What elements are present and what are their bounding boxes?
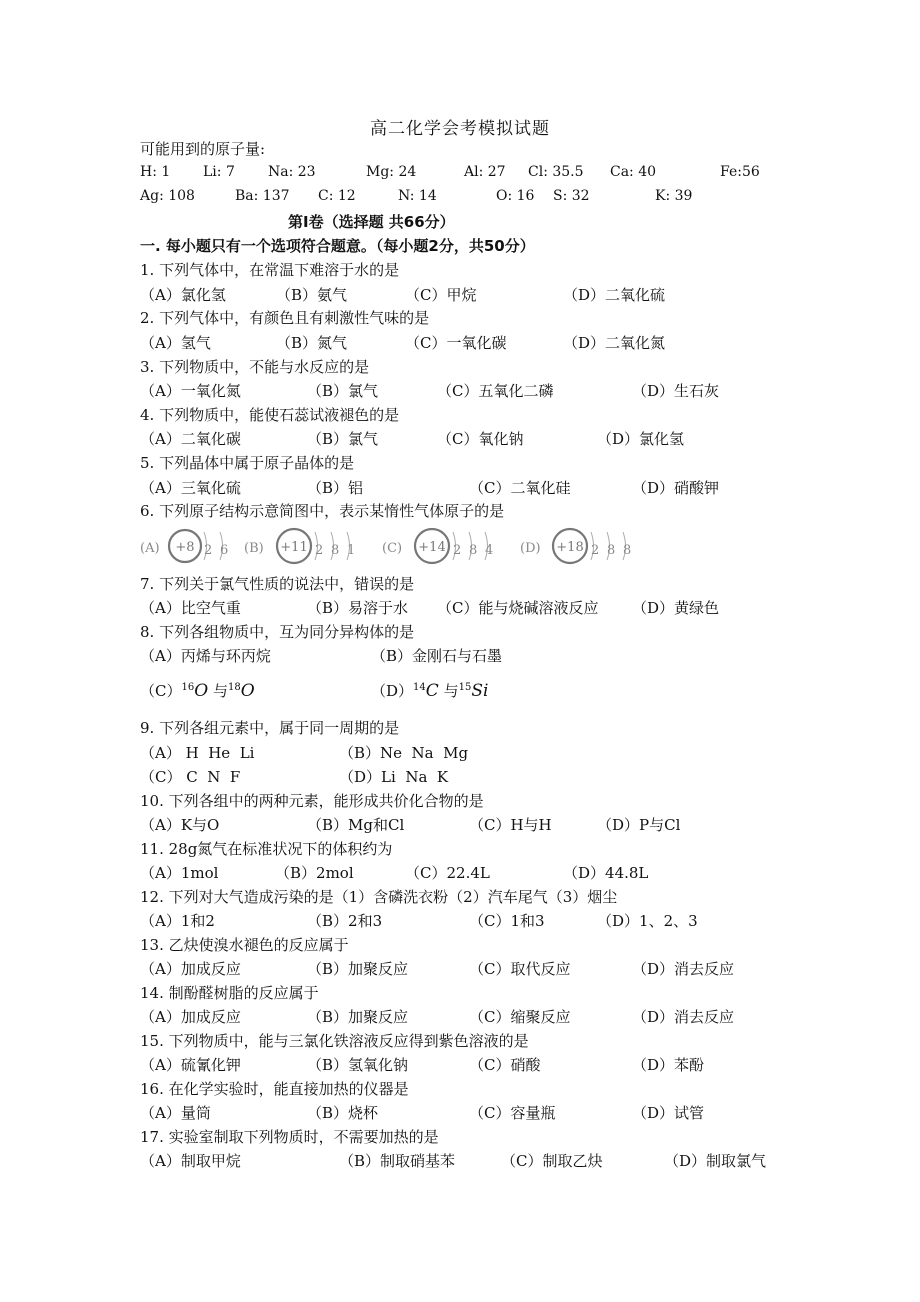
nucleus-charge: +18 bbox=[556, 540, 584, 555]
element-symbol: C bbox=[425, 681, 439, 701]
option-d: （D）生石灰 bbox=[632, 382, 720, 400]
option-b: （B）2mol bbox=[275, 864, 354, 882]
atom-diagram-c bbox=[382, 529, 493, 563]
option-label: （D） bbox=[371, 682, 414, 700]
shell-electrons: 8 bbox=[331, 543, 340, 558]
option-b: （B）铝 bbox=[307, 479, 364, 497]
option-a: （A）量筒 bbox=[140, 1104, 211, 1122]
option-a: （A）一氧化氮 bbox=[140, 382, 241, 400]
atomic-mass: S: 32 bbox=[553, 188, 590, 204]
shell-electrons: 8 bbox=[469, 543, 478, 558]
option-c: （C）五氧化二磷 bbox=[437, 382, 554, 400]
option-a: （A）1和2 bbox=[140, 912, 215, 930]
question-stem: 15. 下列物质中，能与三氯化铁溶液反应得到紫色溶液的是 bbox=[140, 1032, 529, 1050]
option-a: （A）加成反应 bbox=[140, 960, 241, 978]
question-stem: 4. 下列物质中，能使石蕊试液褪色的是 bbox=[140, 406, 400, 424]
option-b: （B）Ne Na Mg bbox=[339, 744, 469, 762]
question-stem: 6. 下列原子结构示意简图中，表示某惰性气体原子的是 bbox=[140, 502, 505, 520]
question-stem: 3. 下列物质中，不能与水反应的是 bbox=[140, 358, 370, 376]
shell-electrons: 8 bbox=[623, 543, 632, 558]
option-d: （D）Li Na K bbox=[339, 768, 449, 786]
option-d: （D）消去反应 bbox=[632, 960, 735, 978]
mass-number: 16 bbox=[181, 682, 195, 693]
atomic-mass: Al: 27 bbox=[464, 164, 506, 180]
option-b: （B）制取硝基苯 bbox=[339, 1152, 456, 1170]
option-b: （B）氯气 bbox=[307, 430, 379, 448]
option-b: （B）烧杯 bbox=[307, 1104, 379, 1122]
atom-label: (C) bbox=[382, 541, 403, 556]
question-stem: 8. 下列各组物质中，互为同分异构体的是 bbox=[140, 623, 415, 641]
atomic-mass: Ca: 40 bbox=[610, 164, 657, 180]
option-b: （B）2和3 bbox=[307, 912, 383, 930]
joiner: 与 bbox=[443, 682, 459, 700]
option-b: （B）加聚反应 bbox=[307, 1008, 409, 1026]
option-c: （C）制取乙炔 bbox=[501, 1152, 603, 1170]
option-d: （D）44.8L bbox=[563, 864, 649, 882]
atomic-mass: Ba: 137 bbox=[235, 188, 290, 204]
element-symbol: Si bbox=[471, 681, 489, 701]
option-a: （A）制取甲烷 bbox=[140, 1152, 241, 1170]
atom-diagrams bbox=[138, 524, 648, 568]
question-stem: 13. 乙炔使溴水褪色的反应属于 bbox=[140, 936, 349, 954]
option-label: （C） bbox=[140, 682, 182, 700]
shell-electrons: 4 bbox=[485, 543, 494, 558]
question-stem: 17. 实验室制取下列物质时，不需要加热的是 bbox=[140, 1128, 439, 1146]
mass-number: 14 bbox=[413, 682, 426, 693]
option-a: （A）比空气重 bbox=[140, 599, 241, 617]
shell-electrons: 2 bbox=[591, 543, 600, 558]
atomic-mass: Mg: 24 bbox=[366, 164, 417, 180]
option-d: （D）消去反应 bbox=[632, 1008, 735, 1026]
nucleus-charge: +14 bbox=[418, 540, 446, 555]
option-d: （D）二氧化硫 bbox=[563, 286, 666, 304]
option-b: （B）金刚石与石墨 bbox=[371, 647, 503, 665]
atomic-mass: Ag: 108 bbox=[140, 188, 195, 204]
option-b: （B）氮气 bbox=[276, 334, 348, 352]
option-a: （A） H He Li bbox=[140, 744, 255, 762]
atomic-mass: H: 1 bbox=[140, 164, 171, 180]
section-heading: 一. 每小题只有一个选项符合题意。（每小题2分，共50分） bbox=[140, 237, 535, 255]
option-b: （B）氢氧化钠 bbox=[307, 1056, 409, 1074]
option-b: （B）氨气 bbox=[276, 286, 348, 304]
option-b: （B）加聚反应 bbox=[307, 960, 409, 978]
atomic-mass: K: 39 bbox=[655, 188, 693, 204]
option-d-isotopes bbox=[371, 680, 488, 701]
option-b: （B）易溶于水 bbox=[307, 599, 409, 617]
atom-diagram-a bbox=[140, 530, 228, 562]
question-stem: 7. 下列关于氯气性质的说法中，错误的是 bbox=[140, 575, 415, 593]
option-a: （A）加成反应 bbox=[140, 1008, 241, 1026]
shell-electrons: 6 bbox=[220, 543, 229, 558]
question-stem: 2. 下列气体中，有颜色且有刺激性气味的是 bbox=[140, 309, 430, 327]
option-c: （C）硝酸 bbox=[469, 1056, 541, 1074]
question-stem: 16. 在化学实验时，能直接加热的仪器是 bbox=[140, 1080, 409, 1098]
atom-label: (D) bbox=[520, 541, 541, 556]
mass-number: 15 bbox=[458, 682, 472, 693]
shell-electrons: 2 bbox=[453, 543, 462, 558]
shell-electrons: 2 bbox=[204, 543, 213, 558]
option-d: （D）试管 bbox=[632, 1104, 705, 1122]
option-a: （A）丙烯与环丙烷 bbox=[140, 647, 271, 665]
shell-electrons: 1 bbox=[347, 543, 356, 558]
question-stem: 14. 制酚醛树脂的反应属于 bbox=[140, 984, 319, 1002]
option-c: （C）氧化钠 bbox=[437, 430, 524, 448]
question-stem: 11. 28g氮气在标准状况下的体积约为 bbox=[140, 840, 393, 858]
atom-diagram-d bbox=[520, 529, 631, 563]
volume-heading: 第Ⅰ卷（选择题 共66分） bbox=[288, 213, 455, 231]
option-b: （B）氯气 bbox=[307, 382, 379, 400]
atomic-mass: Li: 7 bbox=[203, 164, 235, 180]
atomic-mass: O: 16 bbox=[496, 188, 535, 204]
option-a: （A）氯化氢 bbox=[140, 286, 226, 304]
atom-label: (A) bbox=[140, 541, 160, 556]
question-stem: 9. 下列各组元素中，属于同一周期的是 bbox=[140, 719, 400, 737]
option-c: （C）一氧化碳 bbox=[405, 334, 507, 352]
option-b: （B）Mg和Cl bbox=[307, 816, 405, 834]
shell-electrons: 2 bbox=[315, 543, 324, 558]
atomic-mass: C: 12 bbox=[318, 188, 356, 204]
option-c: （C）甲烷 bbox=[405, 286, 477, 304]
question-stem: 1. 下列气体中，在常温下难溶于水的是 bbox=[140, 261, 400, 279]
option-d: （D）硝酸钾 bbox=[632, 479, 720, 497]
nucleus-charge: +8 bbox=[175, 540, 195, 555]
atom-label: (B) bbox=[244, 541, 264, 556]
atomic-mass: Na: 23 bbox=[268, 164, 316, 180]
element-symbol: O bbox=[240, 681, 255, 701]
option-d: （D）P与Cl bbox=[597, 816, 681, 834]
option-a: （A）K与O bbox=[140, 816, 220, 834]
atomic-mass: N: 14 bbox=[398, 188, 437, 204]
option-c: （C）取代反应 bbox=[469, 960, 571, 978]
option-a: （A）硫氰化钾 bbox=[140, 1056, 241, 1074]
option-d: （D）1、2、3 bbox=[597, 912, 698, 930]
option-c: （C）容量瓶 bbox=[469, 1104, 556, 1122]
option-d: （D）二氧化氮 bbox=[563, 334, 666, 352]
nucleus-charge: +11 bbox=[280, 540, 308, 555]
atomic-mass-heading: 可能用到的原子量: bbox=[140, 140, 266, 158]
option-a: （A）氢气 bbox=[140, 334, 211, 352]
page-title: 高二化学会考模拟试题 bbox=[370, 119, 550, 139]
option-d: （D）制取氯气 bbox=[664, 1152, 767, 1170]
option-c: （C）22.4L bbox=[405, 864, 490, 882]
option-d: （D）黄绿色 bbox=[632, 599, 720, 617]
atomic-mass: Cl: 35.5 bbox=[528, 164, 584, 180]
shell-electrons: 8 bbox=[607, 543, 616, 558]
option-c: （C）二氧化硅 bbox=[469, 479, 571, 497]
question-stem: 12. 下列对大气造成污染的是（1）含磷洗衣粉（2）汽车尾气（3）烟尘 bbox=[140, 888, 618, 906]
option-c: （C）缩聚反应 bbox=[469, 1008, 571, 1026]
option-a: （A）二氧化碳 bbox=[140, 430, 241, 448]
option-a: （A）1mol bbox=[140, 864, 219, 882]
element-symbol: O bbox=[194, 681, 209, 701]
atomic-mass: Fe:56 bbox=[720, 164, 760, 180]
question-stem: 5. 下列晶体中属于原子晶体的是 bbox=[140, 454, 355, 472]
option-c: （C） C N F bbox=[140, 768, 241, 786]
mass-number: 18 bbox=[227, 682, 241, 693]
question-stem: 10. 下列各组中的两种元素，能形成共价化合物的是 bbox=[140, 792, 484, 810]
option-c-isotopes bbox=[140, 680, 255, 701]
option-c: （C）1和3 bbox=[469, 912, 545, 930]
option-a: （A）三氧化硫 bbox=[140, 479, 241, 497]
joiner: 与 bbox=[212, 682, 228, 700]
option-c: （C）能与烧碱溶液反应 bbox=[437, 599, 599, 617]
option-d: （D）苯酚 bbox=[632, 1056, 705, 1074]
atom-diagram-b bbox=[244, 529, 355, 563]
option-d: （D）氯化氢 bbox=[597, 430, 685, 448]
option-c: （C）H与H bbox=[469, 816, 552, 834]
